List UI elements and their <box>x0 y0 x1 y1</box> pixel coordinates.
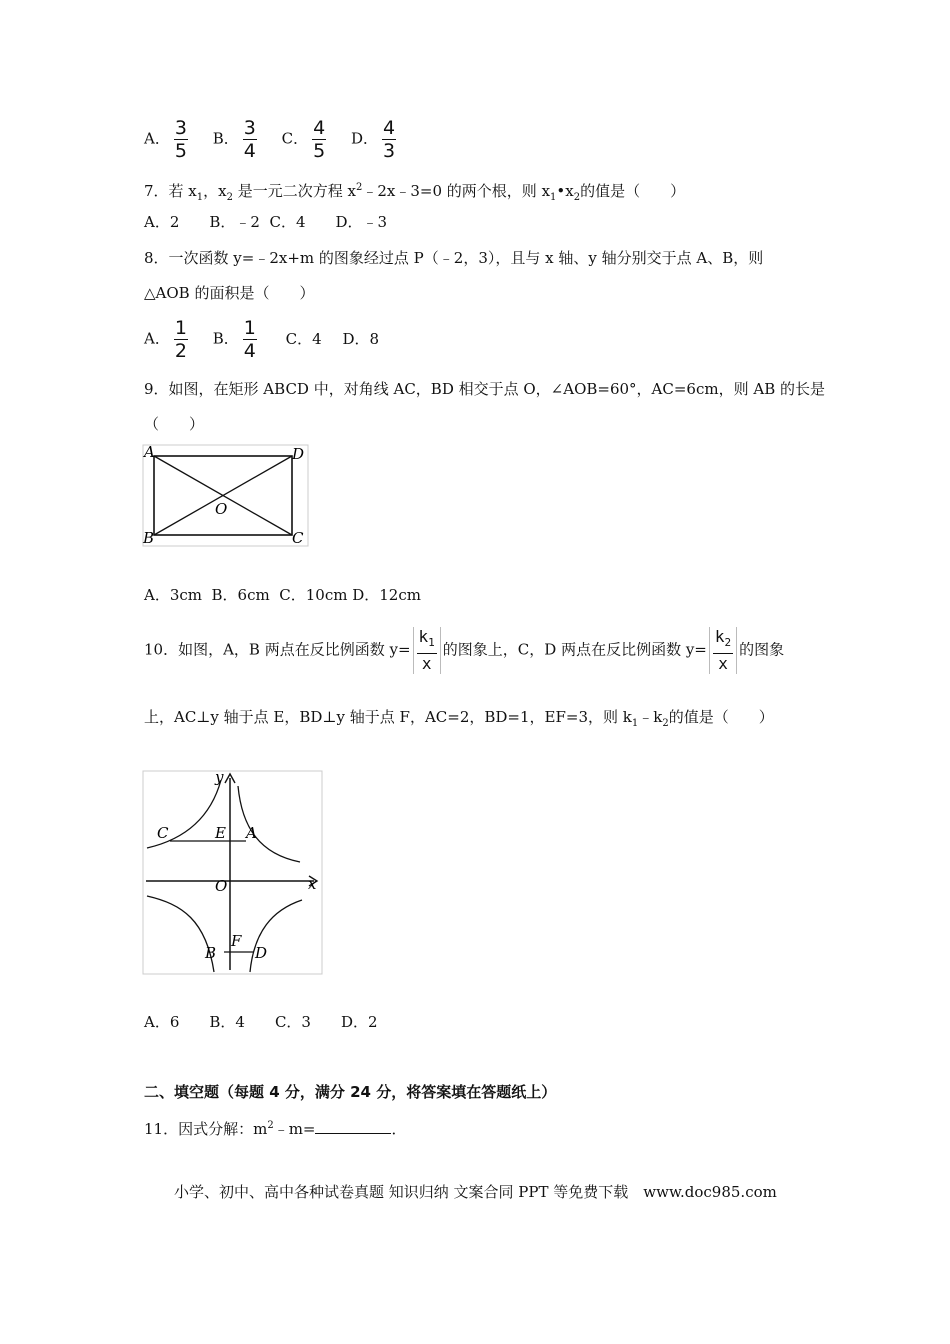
fraction-k2-over-x: $\frac{k_2}{x}$ <box>709 627 737 674</box>
label-x: x <box>308 875 317 893</box>
q6-option-b: B． $\frac{3}{4}$ <box>212 117 256 162</box>
label-a: A <box>246 824 257 842</box>
fraction-k1-over-x: $\frac{k_1}{x}$ <box>413 627 441 674</box>
label-b: B <box>143 529 155 547</box>
q11-question: 11．因式分解：$m^2﹣m=$ ． <box>144 1120 407 1138</box>
q10-question-line1: 10．如图，A，B 两点在反比例函数 y= $\frac{k_1}{x}$ 的图象上，C，D 两点在反比例函数 y= $\frac{k_2}{x}$ 的图象 <box>144 627 785 674</box>
q9-options: A．3cm B．6cm C．10cm D．12cm <box>144 586 421 604</box>
q9-question-line2: （ ） <box>144 415 205 433</box>
label-d: D <box>292 445 305 463</box>
q8-question-line1: 8．一次函数 y=﹣2x+m 的图象经过点 P（﹣2，3），且与 x 轴、y 轴分别交于点 A、B，则 <box>144 249 764 267</box>
curve-k1-lower <box>147 896 217 972</box>
section-heading: 二、填空题（每题 4 分，满分 24 分，将答案填在答题纸上） <box>144 1083 557 1101</box>
q9-question-line1: 9．如图，在矩形 ABCD 中，对角线 AC，BD 相交于点 O，∠AOB=60°，AC=6cm，则 AB 的长是 <box>144 380 825 398</box>
q6-option-a: A． $\frac{3}{5}$ <box>144 117 187 162</box>
label-b: B <box>205 944 217 962</box>
label-c: C <box>292 529 304 547</box>
q10-options: A．6 B．4 C．3 D．2 <box>144 1013 378 1031</box>
q8-option-b: B． $\frac{1}{4}$ <box>212 317 256 362</box>
q8-question-line2: △AOB 的面积是（ ） <box>144 284 315 302</box>
q8-option-a: A． $\frac{1}{2}$ <box>144 317 187 362</box>
q10-question-line2: 上，AC⊥y 轴于点 E，BD⊥y 轴于点 F，AC=2，BD=1，EF=3，则 $k_1﹣k_2$的值是（ ） <box>144 708 774 729</box>
label-y: y <box>215 770 224 786</box>
q6-option-d: D． $\frac{4}{3}$ <box>350 117 396 162</box>
label-o: O <box>215 500 228 518</box>
q8-options <box>144 318 395 361</box>
inverse-function-graph <box>142 770 324 976</box>
label-e: E <box>215 824 226 842</box>
answer-blank[interactable] <box>315 1119 391 1134</box>
label-o: O <box>215 877 228 895</box>
rectangle-abcd-figure <box>142 444 310 548</box>
q6-option-c: C． $\frac{4}{5}$ <box>281 117 326 162</box>
q8-option-c: C．4 <box>285 329 322 348</box>
page-footer: 小学、初中、高中各种试卷真题 知识归纳 文案合同 PPT 等免费下载 www.doc985.com <box>174 1183 777 1201</box>
q8-option-d: D．8 <box>342 329 380 348</box>
q7-question: 7．若 $x_1$，$x_2$ 是一元二次方程 $x^2﹣2x﹣3=0$ 的两个根，则 $x_1•x_2$的值是（ ） <box>144 182 686 203</box>
q6-options <box>144 118 416 161</box>
q7-options: A．2 B．﹣2 C．4 D．﹣3 <box>144 213 388 231</box>
label-d: D <box>255 944 268 962</box>
label-c: C <box>157 824 169 842</box>
label-a: A <box>144 444 155 461</box>
label-f: F <box>231 932 242 950</box>
